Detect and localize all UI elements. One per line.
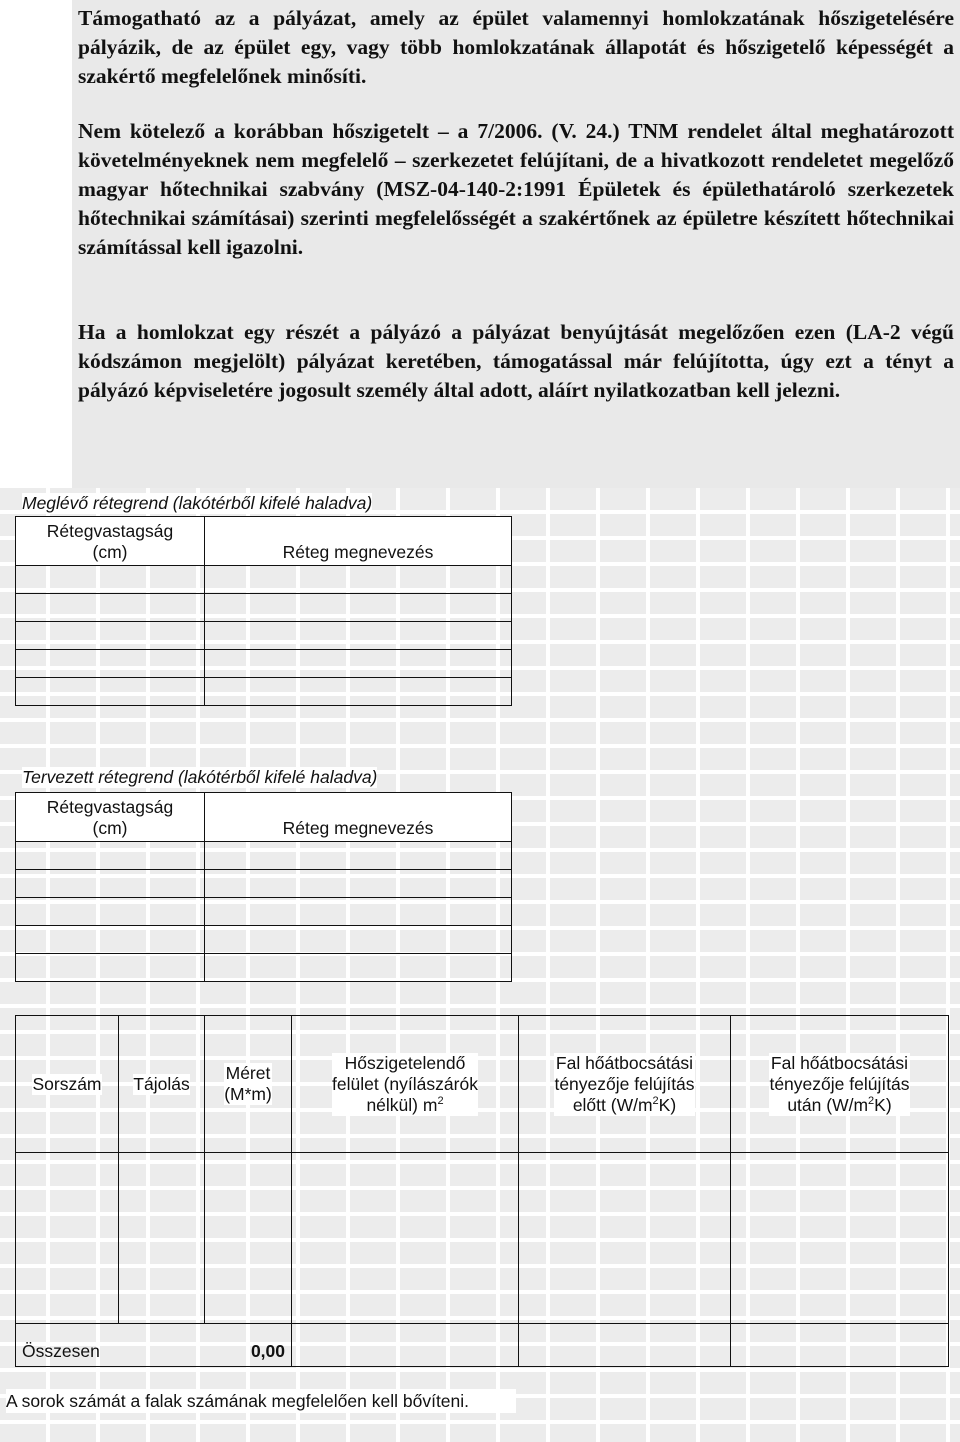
- table-row: [16, 594, 512, 622]
- table-header-row: [16, 793, 512, 842]
- total-label: Összesen: [22, 1341, 100, 1361]
- orientation-cell[interactable]: [119, 1153, 205, 1324]
- header-thickness: [16, 517, 205, 566]
- layer-name-cell[interactable]: [205, 870, 512, 898]
- thickness-cell[interactable]: [16, 594, 205, 622]
- planned-layers-title: Tervezett rétegrend (lakótérből kifelé haladva): [22, 767, 378, 787]
- header-u-value-after: Fal hőátbocsátási tényezője felújítás után $(W/m^2K)$: [731, 1016, 949, 1153]
- header-size: Méret (M*m): [205, 1016, 292, 1153]
- surface-cell[interactable]: [292, 1153, 519, 1324]
- layer-name-cell[interactable]: [205, 898, 512, 926]
- size-cell[interactable]: [205, 1153, 292, 1324]
- u-after-cell[interactable]: [731, 1153, 949, 1324]
- paragraph-not-mandatory: Nem kötelező a korábban hőszigetelt – a 7/2006. (V. 24.) TNM rendelet által meghatározott követelményeknek nem megfelelő – szerkezetet felújítani, de a hivatkozott rendeletet megelőző magyar hőtechnikai szabvány (MSZ-04-140-2:1991 Épületek és épülethatároló szerkezetek hőtechnikai számításai) szerinti megfelelősségét a szakértőnek az épületre készített hőtechnikai számítással kell igazolni.: [78, 119, 954, 259]
- header-orientation: Tájolás: [119, 1016, 205, 1153]
- empty-cell: [519, 1324, 731, 1367]
- planned-layers-table: [15, 792, 512, 982]
- table-row: [16, 870, 512, 898]
- paragraph-eligibility: Támogatható az a pályázat, amely az épület valamennyi homlokzatának hőszigetelésére pályázik, de az épület egy, vagy több homlokzatának állapotát és hőszigetelő képességét a szakértő megfelelőnek minősíti.: [78, 6, 954, 88]
- layer-name-cell[interactable]: [205, 842, 512, 870]
- header-thickness: [16, 793, 205, 842]
- header-u-value-before: Fal hőátbocsátási tényezője felújítás előtt $(W/m^2K)$: [519, 1016, 731, 1153]
- layer-name-cell[interactable]: [205, 954, 512, 982]
- table-row: [16, 898, 512, 926]
- paragraph-previous-renovation: Ha a homlokzat egy részét a pályázó a pályázat benyújtását megelőzően ezen (LA-2 végű kódszámon megjelölt) pályázat keretében, támogatással már felújította, úgy ezt a tényt a pályázó képviseletére jogosult személy által adott, aláírt nyilatkozatban kell jelezni.: [78, 320, 954, 402]
- layer-name-cell[interactable]: [205, 678, 512, 706]
- footnote: A sorok számát a falak számának megfelelően kell bővíteni.: [6, 1389, 516, 1413]
- header-insulated-surface: Hőszigetelendő felület (nyílászárók nélkül) $m^2$: [292, 1016, 519, 1153]
- total-value: 0,00: [250, 1341, 285, 1361]
- table-row: [16, 842, 512, 870]
- header-serial: Sorszám: [16, 1016, 119, 1153]
- thickness-cell[interactable]: [16, 926, 205, 954]
- layer-name-cell[interactable]: [205, 622, 512, 650]
- header-thickness-line1: Rétegvastagság: [46, 521, 174, 541]
- thickness-cell[interactable]: [16, 566, 205, 594]
- serial-cell[interactable]: [16, 1153, 119, 1324]
- instructions-block: [72, 0, 960, 488]
- header-thickness-line2: (cm): [92, 818, 128, 838]
- table-row: [16, 1153, 949, 1324]
- layer-name-cell[interactable]: [205, 650, 512, 678]
- thickness-cell[interactable]: [16, 870, 205, 898]
- thickness-cell[interactable]: [16, 678, 205, 706]
- existing-layers-table: [15, 516, 512, 706]
- table-row: [16, 926, 512, 954]
- header-thickness-line2: (cm): [92, 542, 128, 562]
- thickness-cell[interactable]: [16, 954, 205, 982]
- table-row: [16, 566, 512, 594]
- header-layer-name: Réteg megnevezés: [205, 517, 512, 566]
- table-row: [16, 622, 512, 650]
- header-thickness-line1: Rétegvastagság: [46, 797, 174, 817]
- empty-cell: [731, 1324, 949, 1367]
- thickness-cell[interactable]: [16, 622, 205, 650]
- thickness-cell[interactable]: [16, 898, 205, 926]
- table-header-row: [16, 517, 512, 566]
- layer-name-cell[interactable]: [205, 594, 512, 622]
- layer-name-cell[interactable]: [205, 566, 512, 594]
- existing-layers-title: Meglévő rétegrend (lakótérből kifelé haladva): [22, 493, 373, 513]
- thickness-cell[interactable]: [16, 842, 205, 870]
- walls-table: [15, 1015, 949, 1367]
- table-row: [16, 678, 512, 706]
- total-row: [16, 1324, 949, 1367]
- layer-name-cell[interactable]: [205, 926, 512, 954]
- header-layer-name: Réteg megnevezés: [205, 793, 512, 842]
- empty-cell: [292, 1324, 519, 1367]
- table-row: [16, 954, 512, 982]
- u-before-cell[interactable]: [519, 1153, 731, 1324]
- table-row: [16, 650, 512, 678]
- total-cell: [16, 1324, 292, 1367]
- table-header-row: [16, 1016, 949, 1153]
- thickness-cell[interactable]: [16, 650, 205, 678]
